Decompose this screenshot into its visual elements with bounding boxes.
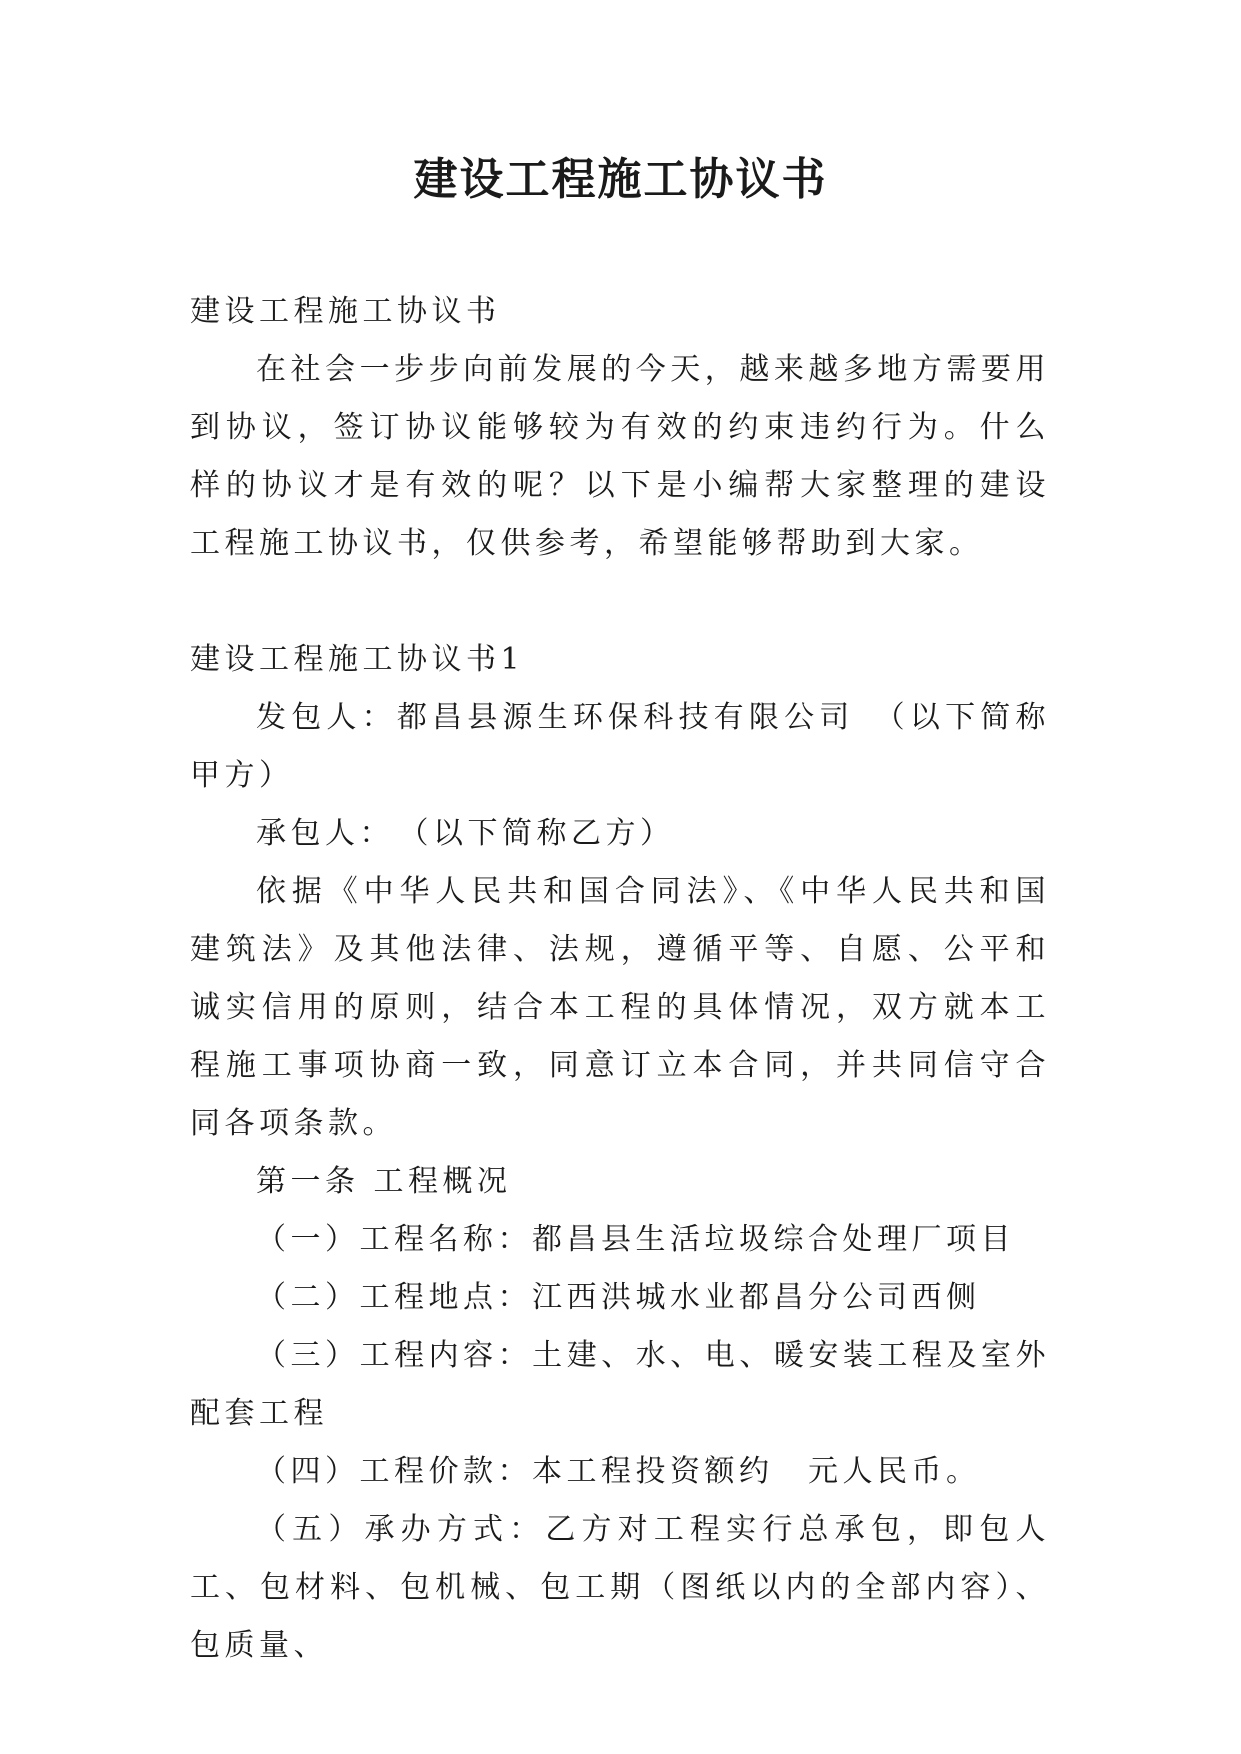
clause-item: （一）工程名称：都昌县生活垃圾综合处理厂项目 <box>256 1222 1015 1257</box>
intro-paragraph: 在社会一步步向前发展的今天，越来越多地方需要用到协议，签订协议能够较为有效的约束违约行为。什么样的协议才是有效的呢？以下是小编帮大家整理的建设工程施工协议书，仅供参考，希望能够帮助到大家。 <box>190 352 1050 561</box>
clause-item: （五）承办方式：乙方对工程实行总承包，即包人工、包材料、包机械、包工期（图纸以内的全部内容）、包质量、 <box>190 1512 1050 1663</box>
article-heading: 第一条 工程概况 <box>256 1164 512 1199</box>
contractor-paragraph: 承包人： （以下简称乙方） <box>256 816 675 851</box>
clause-item: （三）工程内容：土建、水、电、暖安装工程及室外配套工程 <box>190 1338 1050 1431</box>
section-heading: 建设工程施工协议书 <box>190 294 501 329</box>
clause-item: （二）工程地点：江西洪城水业都昌分公司西侧 <box>256 1280 981 1315</box>
employer-paragraph: 发包人：都昌县源生环保科技有限公司 （以下简称甲方） <box>190 700 1050 793</box>
document-title: 建设工程施工协议书 <box>413 154 828 205</box>
clause-item: （四）工程价款：本工程投资额约 元人民币。 <box>256 1454 981 1489</box>
section-heading: 建设工程施工协议书1 <box>190 642 525 677</box>
document-body <box>190 283 1050 1675</box>
basis-paragraph: 依据《中华人民共和国合同法》、《中华人民共和国建筑法》及其他法律、法规，遵循平等、自愿、公平和诚实信用的原则，结合本工程的具体情况，双方就本工程施工事项协商一致，同意订立本合同，并共同信守合同各项条款。 <box>190 874 1050 1141</box>
